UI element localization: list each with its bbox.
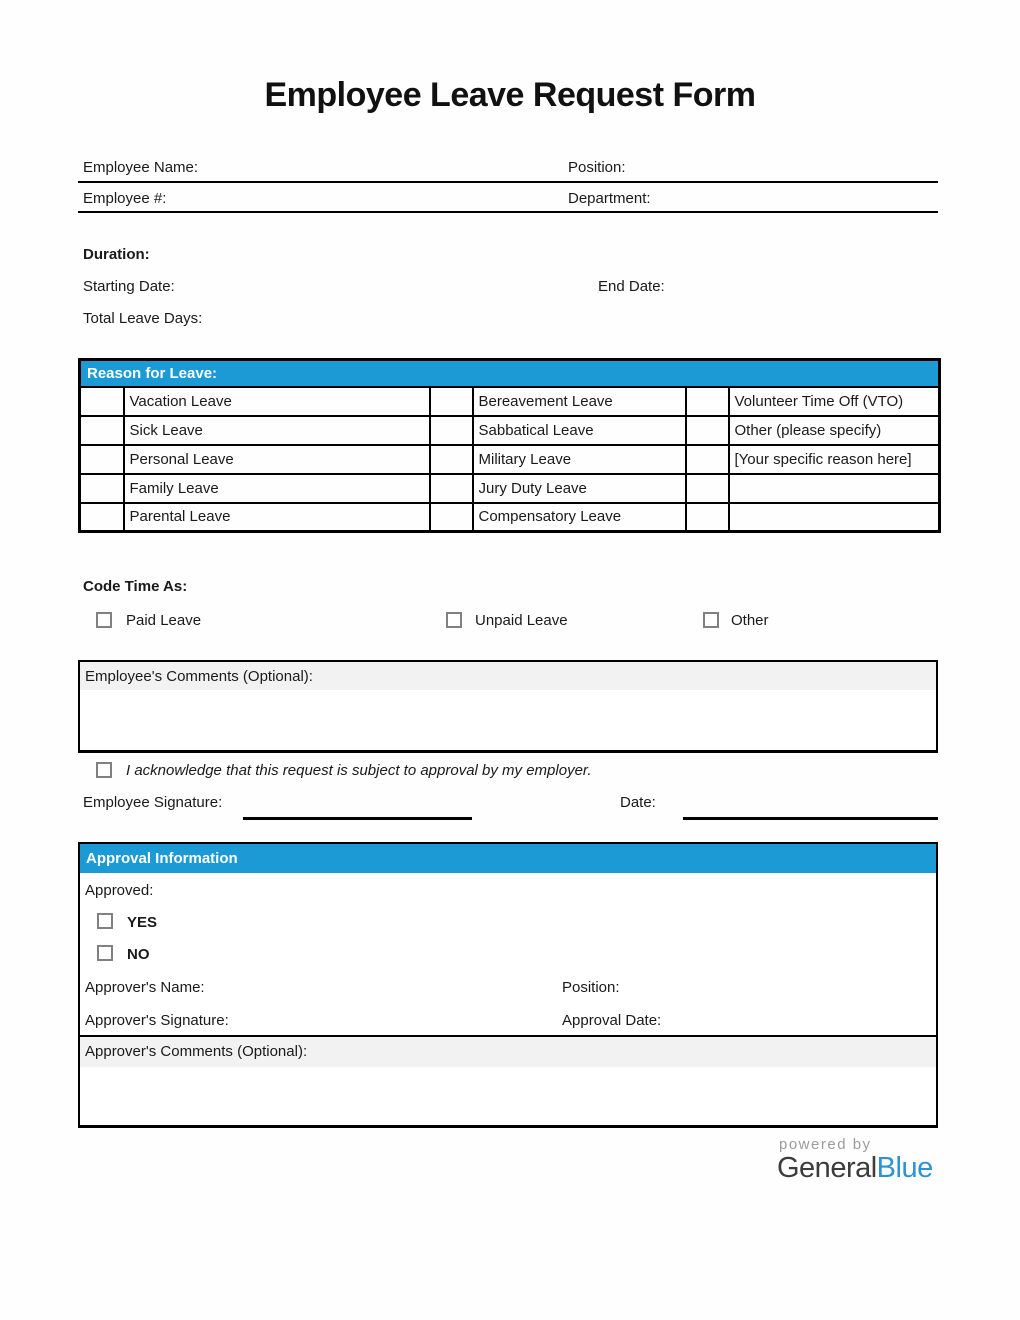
reason-checkbox-cell[interactable] [80, 474, 124, 503]
reason-label: Volunteer Time Off (VTO) [729, 387, 940, 416]
reason-checkbox-cell[interactable] [686, 445, 729, 474]
employee-comments-input-area[interactable] [80, 690, 936, 750]
employee-comments-label: Employee's Comments (Optional): [80, 662, 936, 690]
reason-label: Personal Leave [124, 445, 430, 474]
reason-label: Family Leave [124, 474, 430, 503]
reason-checkbox-cell[interactable] [686, 416, 729, 445]
signature-date-label: Date: [620, 794, 656, 811]
employee-number-label: Employee #: [83, 190, 167, 207]
approval-header: Approval Information [80, 844, 936, 873]
reason-label: Jury Duty Leave [473, 474, 686, 503]
department-label: Department: [568, 190, 651, 207]
code-time-as-label: Code Time As: [83, 578, 188, 595]
duration-label: Duration: [83, 246, 150, 263]
acknowledgement-checkbox[interactable] [96, 762, 112, 778]
reason-checkbox-cell[interactable] [430, 503, 473, 532]
table-row [80, 416, 940, 445]
reason-checkbox-cell[interactable] [686, 503, 729, 532]
reason-label: Sabbatical Leave [473, 416, 686, 445]
table-row [80, 387, 940, 416]
reason-checkbox-cell[interactable] [80, 445, 124, 474]
other-code-checkbox[interactable] [703, 612, 719, 628]
reason-label: Vacation Leave [124, 387, 430, 416]
powered-by-text: powered by [779, 1136, 872, 1153]
acknowledgement-text: I acknowledge that this request is subject to approval by my employer. [126, 762, 592, 779]
reason-checkbox-cell[interactable] [686, 387, 729, 416]
reason-label: Military Leave [473, 445, 686, 474]
reason-label [729, 503, 940, 532]
reason-for-leave-table [78, 358, 941, 533]
end-date-label[interactable]: End Date: [598, 278, 665, 295]
approver-signature-label[interactable]: Approver's Signature: [85, 1012, 229, 1029]
approver-comments-input-area[interactable] [80, 1067, 936, 1123]
reason-checkbox-cell[interactable] [80, 387, 124, 416]
other-code-label: Other [731, 612, 769, 629]
reason-label: Other (please specify) [729, 416, 940, 445]
position-label: Position: [568, 159, 626, 176]
reason-checkbox-cell[interactable] [430, 474, 473, 503]
table-row [80, 474, 940, 503]
total-leave-days-label[interactable]: Total Leave Days: [83, 310, 203, 327]
paid-leave-checkbox[interactable] [96, 612, 112, 628]
reason-checkbox-cell[interactable] [80, 503, 124, 532]
unpaid-leave-checkbox[interactable] [446, 612, 462, 628]
reason-label: Parental Leave [124, 503, 430, 532]
approval-date-label[interactable]: Approval Date: [562, 1012, 662, 1029]
approved-yes-checkbox[interactable] [97, 913, 113, 929]
approver-name-label[interactable]: Approver's Name: [85, 979, 205, 996]
page-title: Employee Leave Request Form [264, 76, 756, 114]
reason-table-header: Reason for Leave: [80, 360, 940, 387]
reason-checkbox-cell[interactable] [686, 474, 729, 503]
reason-checkbox-cell[interactable] [80, 416, 124, 445]
employee-name-label: Employee Name: [83, 159, 199, 176]
starting-date-label[interactable]: Starting Date: [83, 278, 175, 295]
employee-name-row[interactable] [78, 152, 938, 183]
approved-label: Approved: [85, 882, 154, 899]
reason-checkbox-cell[interactable] [430, 445, 473, 474]
approved-no-checkbox[interactable] [97, 945, 113, 961]
employee-signature-line[interactable] [243, 817, 472, 820]
employee-comments-box [78, 660, 938, 753]
signature-date-line[interactable] [683, 817, 938, 820]
reason-other-specify-cell[interactable]: [Your specific reason here] [729, 445, 940, 474]
paid-leave-label: Paid Leave [126, 612, 202, 629]
unpaid-leave-label: Unpaid Leave [475, 612, 568, 629]
approval-information-box [78, 842, 938, 1128]
employee-signature-label: Employee Signature: [83, 794, 223, 811]
table-row [80, 445, 940, 474]
approver-position-label[interactable]: Position: [562, 979, 620, 996]
reason-label: Bereavement Leave [473, 387, 686, 416]
table-row [80, 503, 940, 532]
reason-label: Compensatory Leave [473, 503, 686, 532]
generalblue-logo [777, 1152, 933, 1185]
reason-label [729, 474, 940, 503]
logo-blue-text: Blue [876, 1152, 933, 1184]
reason-label: Sick Leave [124, 416, 430, 445]
approved-no-label: NO [127, 946, 150, 963]
logo-general-text: General [777, 1152, 877, 1184]
reason-checkbox-cell[interactable] [430, 387, 473, 416]
reason-checkbox-cell[interactable] [430, 416, 473, 445]
employee-number-row[interactable] [78, 183, 938, 213]
approved-yes-label: YES [127, 914, 158, 931]
approver-comments-label: Approver's Comments (Optional): [80, 1037, 936, 1067]
